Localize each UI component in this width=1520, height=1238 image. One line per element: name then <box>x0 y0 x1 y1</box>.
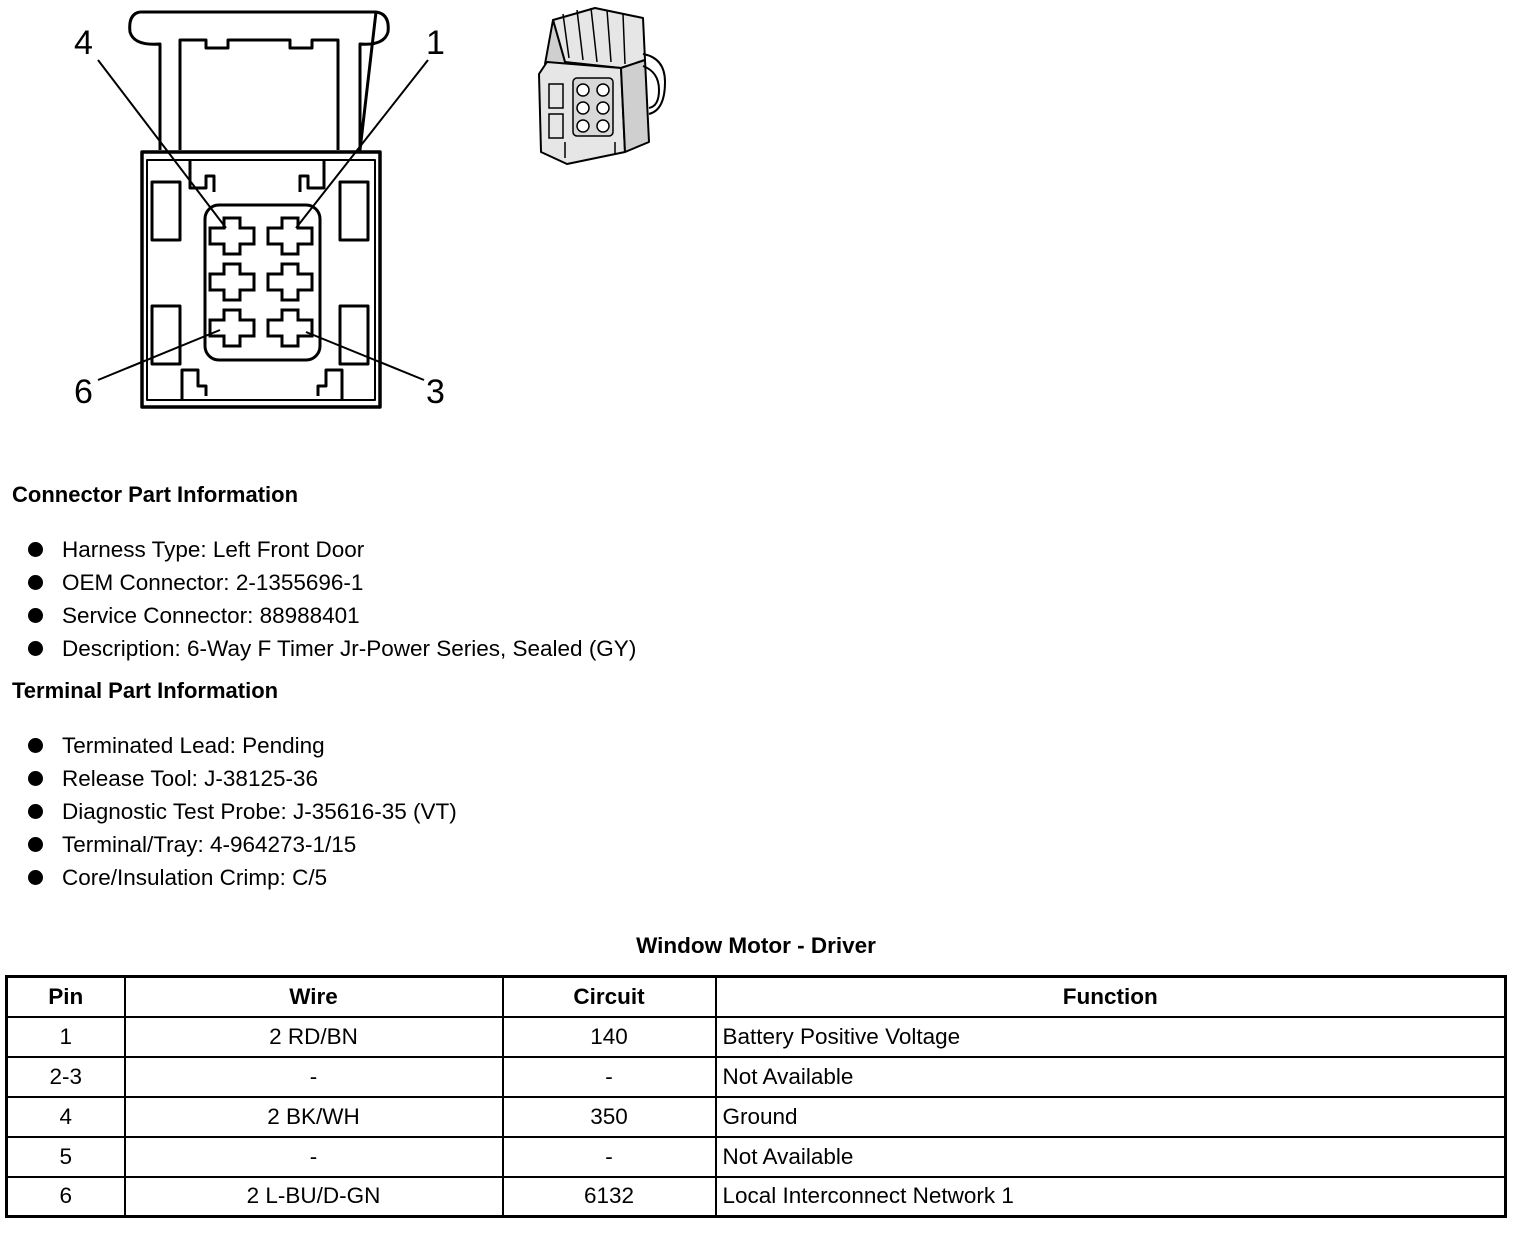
cell-circuit: 6132 <box>503 1177 716 1217</box>
connector-info-list <box>28 533 636 665</box>
terminal-info-item: Terminated Lead: Pending <box>62 733 325 758</box>
pin-label-1: 1 <box>426 24 445 62</box>
terminal-info-item: Diagnostic Test Probe: J-35616-35 (VT) <box>62 799 457 824</box>
cell-pin: 2-3 <box>7 1057 125 1097</box>
cell-pin: 5 <box>7 1137 125 1177</box>
connector-info-item: OEM Connector: 2-1355696-1 <box>62 570 364 595</box>
cell-pin: 4 <box>7 1097 125 1137</box>
connector-illustration <box>525 2 675 172</box>
cell-wire: - <box>125 1057 503 1097</box>
table-row <box>7 1017 1506 1057</box>
table-title: Window Motor - Driver <box>636 933 876 958</box>
list-item <box>28 599 636 632</box>
cell-wire: 2 RD/BN <box>125 1017 503 1057</box>
bullet-icon <box>28 870 43 885</box>
terminal-info-heading: Terminal Part Information <box>12 678 279 703</box>
cell-pin: 1 <box>7 1017 125 1057</box>
pinout-table <box>5 975 1507 1218</box>
connector-info-item: Service Connector: 88988401 <box>62 603 360 628</box>
cell-circuit: 140 <box>503 1017 716 1057</box>
bullet-icon <box>28 641 43 656</box>
cell-function: Local Interconnect Network 1 <box>716 1177 1506 1217</box>
table-row <box>7 1057 1506 1097</box>
pin-label-6: 6 <box>74 373 93 411</box>
connector-info-item: Description: 6-Way F Timer Jr-Power Series, Sealed (GY) <box>62 636 637 661</box>
bullet-icon <box>28 804 43 819</box>
terminal-info-item: Release Tool: J-38125-36 <box>62 766 319 791</box>
cell-function: Not Available <box>716 1057 1506 1097</box>
bullet-icon <box>28 542 43 557</box>
cell-circuit: 350 <box>503 1097 716 1137</box>
header-function: Function <box>716 977 1506 1017</box>
bullet-icon <box>28 771 43 786</box>
bullet-icon <box>28 575 43 590</box>
pin-label-4: 4 <box>74 24 93 62</box>
list-item <box>28 795 457 828</box>
list-item <box>28 729 457 762</box>
cell-pin: 6 <box>7 1177 125 1217</box>
bullet-icon <box>28 608 43 623</box>
cell-wire: 2 L-BU/D-GN <box>125 1177 503 1217</box>
terminal-info-list <box>28 729 457 894</box>
header-wire: Wire <box>125 977 503 1017</box>
cell-circuit: - <box>503 1057 716 1097</box>
cell-function: Not Available <box>716 1137 1506 1177</box>
table-row <box>7 1137 1506 1177</box>
list-item <box>28 861 457 894</box>
cell-wire: - <box>125 1137 503 1177</box>
terminal-info-item: Core/Insulation Crimp: C/5 <box>62 865 328 890</box>
table-row <box>7 1177 1506 1217</box>
cell-circuit: - <box>503 1137 716 1177</box>
bullet-icon <box>28 738 43 753</box>
connector-face-diagram <box>60 0 460 420</box>
connector-info-item: Harness Type: Left Front Door <box>62 537 365 562</box>
terminal-info-item: Terminal/Tray: 4-964273-1/15 <box>62 832 357 857</box>
table-row <box>7 1097 1506 1137</box>
list-item <box>28 533 636 566</box>
header-pin: Pin <box>7 977 125 1017</box>
connector-info-heading: Connector Part Information <box>12 482 299 507</box>
cell-wire: 2 BK/WH <box>125 1097 503 1137</box>
list-item <box>28 566 636 599</box>
header-circuit: Circuit <box>503 977 716 1017</box>
list-item <box>28 762 457 795</box>
pin-label-3: 3 <box>426 373 445 411</box>
table-header-row <box>7 977 1506 1017</box>
cell-function: Ground <box>716 1097 1506 1137</box>
bullet-icon <box>28 837 43 852</box>
cell-function: Battery Positive Voltage <box>716 1017 1506 1057</box>
list-item <box>28 632 636 665</box>
list-item <box>28 828 457 861</box>
